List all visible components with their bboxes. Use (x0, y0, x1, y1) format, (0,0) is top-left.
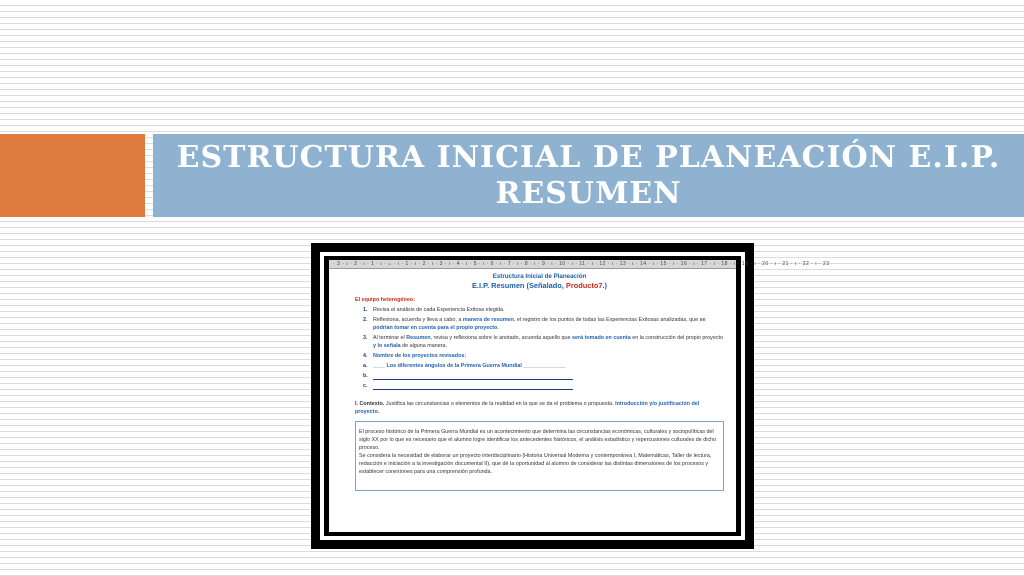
list-item: 2. Reflexiona, acuerda y lleva a cabo, a manera de resumen, el registro de los puntos de todas las Experiencias Exitosas analizadas, que se podrían tomar en cuenta para el propio proyecto. (363, 317, 706, 331)
list-item: 1. Revisa el análisis de cada Experiencia Exitosa elegida. (363, 307, 505, 313)
team-label: El equipo heterogéneo: (355, 297, 415, 303)
document-screenshot (329, 260, 830, 532)
title-bar (153, 134, 1024, 217)
list-item: 4. Nombre de los proyectos revisados: (363, 353, 467, 359)
context-textbox: El proceso histórico de la Primera Guerra Mundial es un acontecimiento que determina las circunstancias económicas, culturales y sociopolíticas del siglo XX por lo que es necesario que el alumno logre identificar los antecedentes históricos, el análisis estadístico y repercusiones culturales de dicho proceso. Se considera la necesidad de elaborar un proyecto interdisciplinario (Historia Universal Moderna y contemporánea I, Matemáticas, Taller de lectura, redacción e iniciación a la investigación documental II), que dé la oportunidad al alumno de considerar las distintas dimensiones de los procesos y establecer conexiones para una comprensión profunda. (355, 421, 724, 491)
slide-title-line-1: ESTRUCTURA INICIAL DE PLANEACIÓN E.I.P. (176, 139, 1001, 175)
document-title: Estructura Inicial de Planeación (492, 273, 587, 280)
ruler: · 3 · ı · 2 · ı · 1 · ı · ⌂ · ı · 1 · ı · 2 · ı · 3 · ı · 4 · ı · 5 · ı · 6 · ı · 7 · ı · 8 · ı · 9 · ı · 10 · ı · 11 · ı · 12 · ı · 13 · ı · 14 · ı · 15 · ı · 16 · ı · 17 · ı · 18 · ı · 19 · ı · 20 · ı · 21 · ı · 22 · ı · 23 (329, 260, 736, 269)
slide-title-line-2: RESUMEN (495, 175, 682, 211)
project-line-a: a. ____ Los diferentes ángulos de la Primera Guerra Mundial ______________ (363, 363, 566, 369)
project-line-b: b. (355, 372, 724, 380)
list-item: 3. Al terminar el Resumen, revisa y reflexiona sobre lo anotado, acuerda aquello que será tomado en cuenta en la construcción del propio proyecto y lo señala de alguna manera. (363, 335, 724, 349)
accent-block (0, 134, 145, 217)
document-subtitle: E.I.P. Resumen (Señalado, Producto7.) (472, 281, 607, 290)
document-page (329, 269, 736, 491)
screenshot-frame (311, 243, 830, 549)
context-heading: I. Contexto. Justifica las circunstancias o elementos de la realidad en la que se da el problema o propuesta. Introducción y/o justificación del proyecto. (355, 401, 700, 415)
project-line-c: c. (355, 382, 724, 390)
